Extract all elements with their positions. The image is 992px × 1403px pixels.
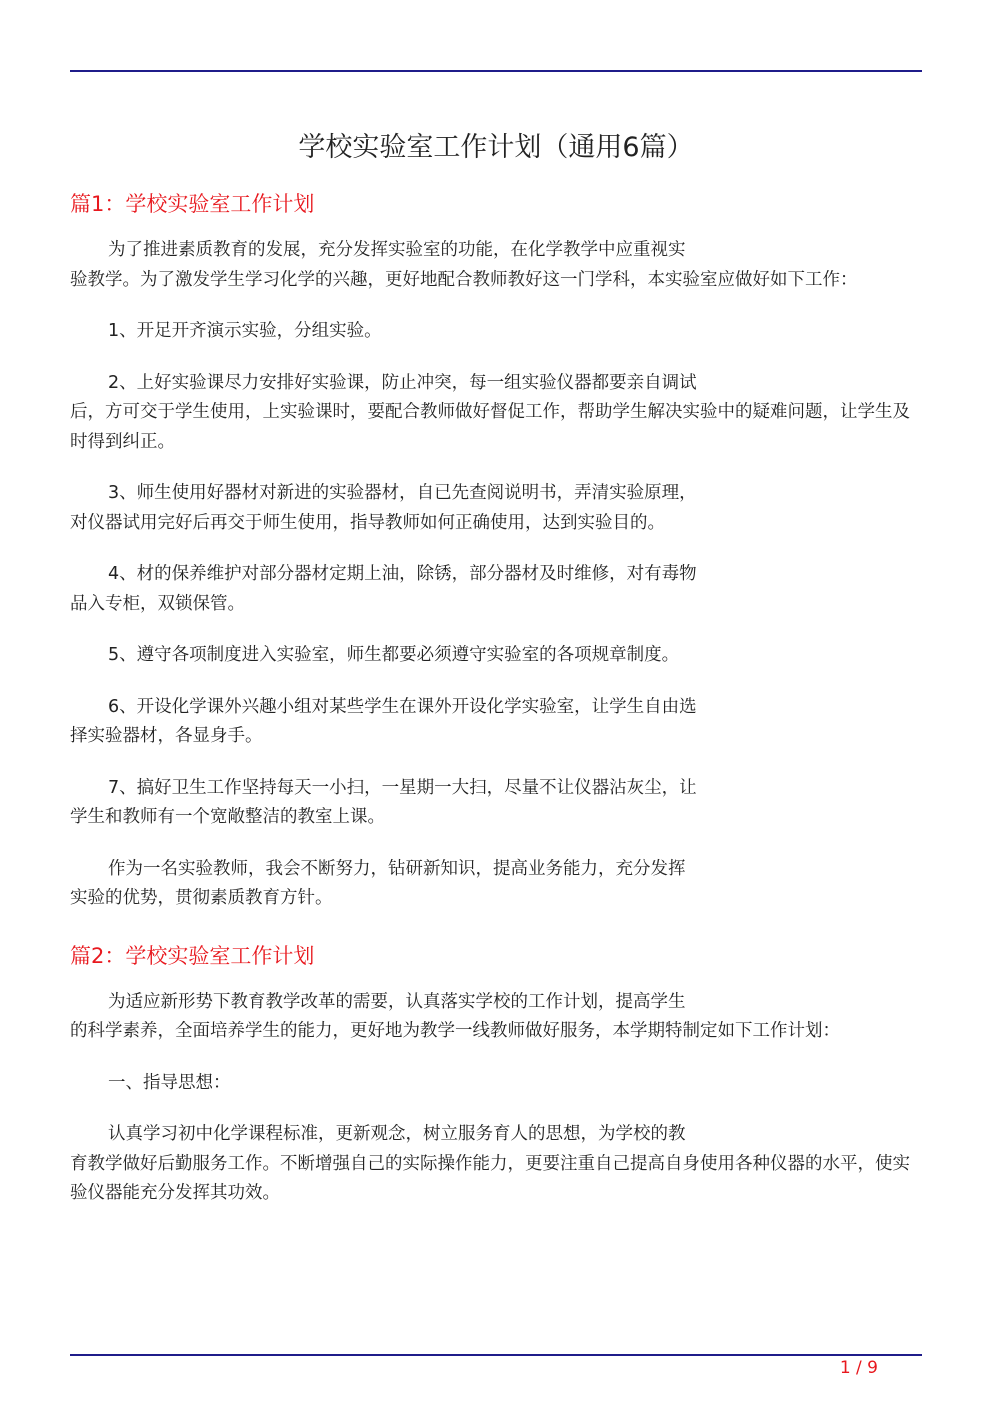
- paragraph: 作为一名实验教师，我会不断努力，钻研新知识，提高业务能力，充分发挥 实验的优势，贯彻素质教育方针。: [70, 858, 686, 908]
- paragraph: 2、上好实验课尽力安排好实验课，防止冲突，每一组实验仪器都要亲自调试 后，方可交于学生使用，上实验课时，要配合教师做好督促工作，帮助学生解决实验中的疑难问题，让学生及时得到纠正。: [70, 372, 910, 452]
- paragraph: 5、遵守各项制度进入实验室，师生都要必须遵守实验室的各项规章制度。: [108, 645, 680, 665]
- page-number: 1 / 9: [839, 1358, 878, 1378]
- document-title: 学校实验室工作计划（通用6篇）: [298, 132, 694, 163]
- paragraph: 为适应新形势下教育教学改革的需要，认真落实学校的工作计划，提高学生 的科学素养，全面培养学生的能力，更好地为教学一线教师做好服务，本学期特制定如下工作计划：: [70, 991, 840, 1041]
- paragraph: 3、师生使用好器材对新进的实验器材，自已先查阅说明书，弄清实验原理， 对仪器试用完好后再交于师生使用，指导教师如何正确使用，达到实验目的。: [70, 483, 697, 533]
- footer-rule: [70, 1354, 922, 1356]
- paragraph: 为了推进素质教育的发展，充分发挥实验室的功能，在化学教学中应重视实 验教学。为了激发学生学习化学的兴趣，更好地配合教师教好这一门学科，本实验室应做好如下工作：: [70, 240, 858, 290]
- paragraph: 4、材的保养维护对部分器材定期上油，除锈，部分器材及时维修，对有毒物 品入专柜，双锁保管。: [70, 564, 697, 614]
- section-heading: 篇2：学校实验室工作计划: [70, 943, 315, 968]
- header-rule: [70, 70, 922, 72]
- paragraph: 1、开足开齐演示实验，分组实验。: [108, 321, 382, 341]
- paragraph: 认真学习初中化学课程标准，更新观念，树立服务育人的思想，为学校的教 育教学做好后勤服务工作。不断增强自己的实际操作能力，更要注重自己提高自身使用各种仪器的水平，使实验仪器能充分发挥其功效。: [70, 1124, 910, 1203]
- document-body: [70, 184, 922, 1231]
- paragraph: 7、搞好卫生工作坚持每天一小扫，一星期一大扫，尽量不让仪器沾灰尘，让 学生和教师有一个宽敞整洁的教室上课。: [70, 777, 697, 827]
- paragraph: 一、指导思想：: [108, 1072, 231, 1093]
- paragraph: 6、开设化学课外兴趣小组对某些学生在课外开设化学实验室，让学生自由选 择实验器材，各显身手。: [70, 696, 697, 746]
- section-heading: 篇1：学校实验室工作计划: [70, 192, 315, 216]
